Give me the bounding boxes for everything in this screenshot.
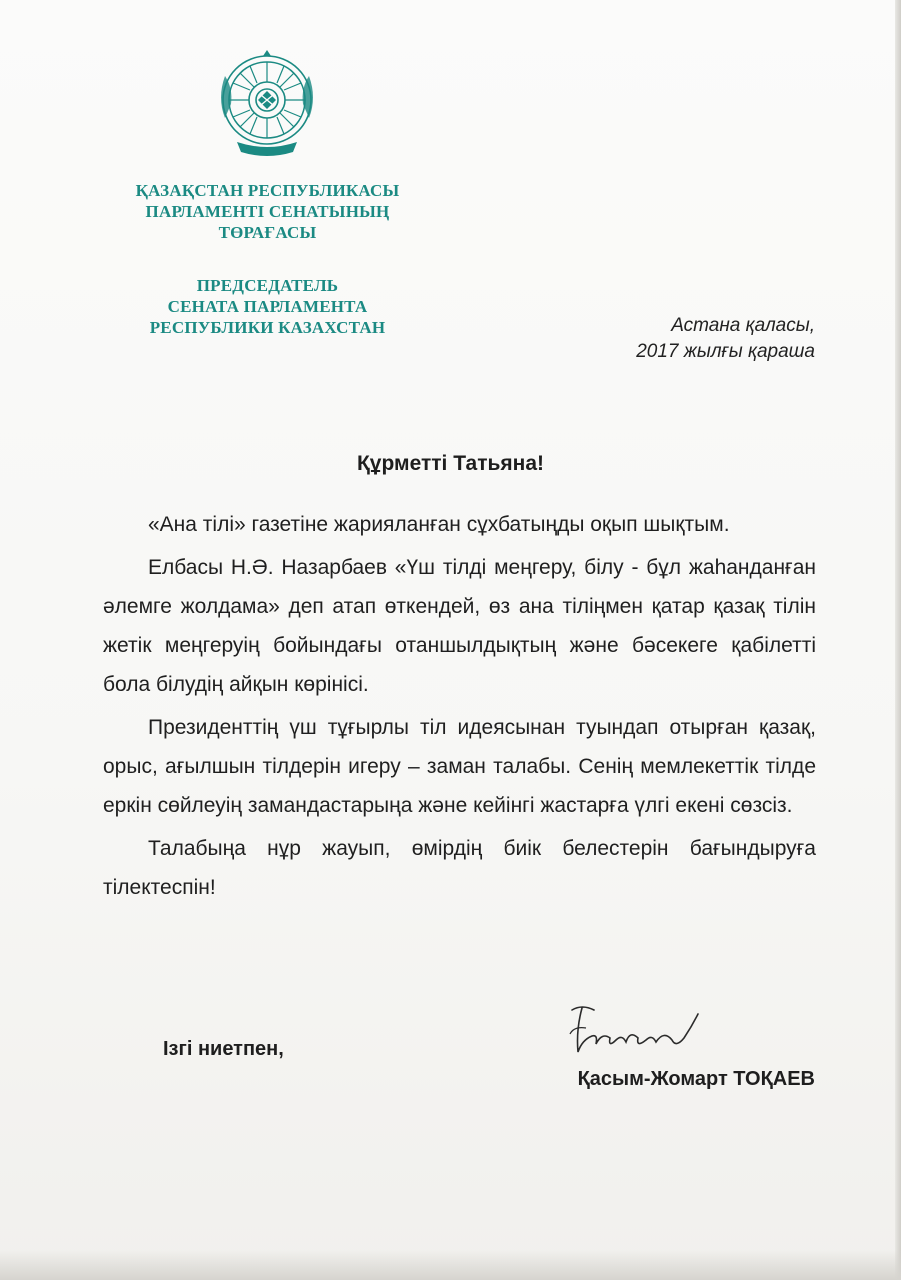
letterhead-russian (100, 275, 435, 338)
letter-date: 2017 жылғы қараша (636, 341, 815, 362)
letterhead-kazakh (100, 180, 435, 243)
paper-edge-right (895, 0, 901, 1280)
greeting: Құрметті Татьяна! (356, 452, 544, 475)
letterhead-kazakh-line: ҚАЗАҚСТАН РЕСПУБЛИКАСЫ (135, 181, 400, 200)
body-paragraph: Елбасы Н.Ә. Назарбаев «Үш тілді меңгеру, білу - бұл жаһанданған әлемге жолдама» деп атап өткендей, өз ана тіліңмен қатар қазақ тілін жетік меңгеруің бойындағы отаншылдықтың және бәсекеге қабілетті бола білудің айқын көрінісі. (103, 556, 816, 696)
paper-edge-bottom (0, 1250, 901, 1280)
closing-phrase: Ізгі ниетпен, (163, 1038, 284, 1060)
letterhead-kazakh-line: ПАРЛАМЕНТІ СЕНАТЫНЫҢ (145, 202, 390, 221)
letterhead-kazakh-line: ТӨРАҒАСЫ (218, 223, 317, 242)
body-paragraph: «Ана тілі» газетіне жарияланған сұхбатыңды оқып шықтым. (148, 513, 730, 536)
place-city: Астана қаласы, (671, 315, 815, 336)
body-paragraph: Талабыңа нұр жауып, өмірдің биік белестерін бағындыруға тілектеспін! (103, 837, 816, 899)
signer-name: Қасым-Жомарт ТОҚАЕВ (577, 1068, 815, 1090)
letterhead-russian-line: РЕСПУБЛИКИ КАЗАХСТАН (149, 318, 386, 337)
letter-body (103, 505, 816, 911)
body-paragraph: Президенттің үш тұғырлы тіл идеясынан туындап отырған қазақ, орыс, ағылшын тілдерін игеру – заман талабы. Сенің мемлекеттік тілде еркін сөйлеуің замандастарыңа және кейінгі жастарға үлгі екені сөзсіз. (103, 716, 816, 817)
place-and-date (636, 313, 815, 365)
letterhead-russian-line: СЕНАТА ПАРЛАМЕНТА (167, 297, 368, 316)
handwritten-signature-icon (552, 1000, 712, 1070)
kazakhstan-state-emblem-icon (211, 48, 323, 160)
letterhead-russian-line: ПРЕДСЕДАТЕЛЬ (196, 276, 339, 295)
